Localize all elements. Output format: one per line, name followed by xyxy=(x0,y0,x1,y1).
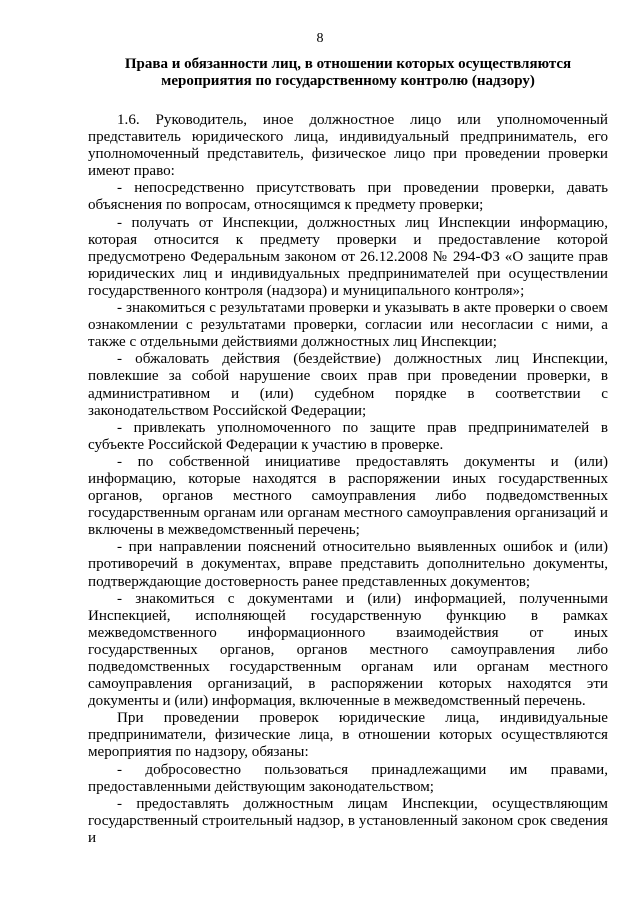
heading-line-2: мероприятия по государственному контролю (надзору) xyxy=(161,73,535,89)
list-item: - обжаловать действия (бездействие) должностных лиц Инспекции, повлекшие за собой нарушение своих прав при проведении проверки, в административном и (или) судебном порядке в соответствии с законодательством Российской Федерации; xyxy=(88,351,608,419)
list-item: - непосредственно присутствовать при проведении проверки, давать объяснения по вопросам, относящимся к предмету проверки; xyxy=(88,180,608,214)
section-heading xyxy=(88,56,608,90)
list-item: - знакомиться с результатами проверки и указывать в акте проверки о своем ознакомлении с результатами проверки, согласии или несогласии с ними, а также с отдельными действиями должностных лиц Инспекции; xyxy=(88,300,608,351)
obligations-intro: При проведении проверок юридические лица, индивидуальные предприниматели, физические лица, в отношении которых осуществляются мероприятия по надзору, обязаны: xyxy=(88,710,608,761)
page-number: 8 xyxy=(316,31,324,46)
list-item: - при направлении пояснений относительно выявленных ошибок и (или) противоречий в документах, вправе представить дополнительно документы, подтверждающие достоверность ранее представленных документов; xyxy=(88,539,608,590)
document-body xyxy=(88,112,608,847)
list-item: - получать от Инспекции, должностных лиц Инспекции информацию, которая относится к предмету проверки и предоставление которой предусмотрено Федеральным законом от 26.12.2008 № 294-ФЗ «О защите прав юридических лиц и индивидуальных предпринимателей при осуществлении государственного контроля (надзора) и муниципального контроля»; xyxy=(88,214,608,299)
list-item: - предоставлять должностным лицам Инспекции, осуществляющим государственный строительный надзор, в установленный законом срок сведения и xyxy=(88,795,608,846)
list-item: - добросовестно пользоваться принадлежащими им правами, предоставленными действующим законодательством; xyxy=(88,761,608,795)
list-item: - привлекать уполномоченного по защите прав предпринимателей в субъекте Российской Федерации к участию в проверке. xyxy=(88,419,608,453)
list-item: - знакомиться с документами и (или) информацией, полученными Инспекцией, исполняющей государственную функцию в рамках межведомственного информационного взаимодействия от иных государственных органов, органов местного самоуправления либо подведомственных государственным органам или органам местного самоуправления организаций, в распоряжении которых находятся эти документы и (или) информация, включенные в межведомственный перечень. xyxy=(88,590,608,710)
list-item: - по собственной инициативе предоставлять документы и (или) информацию, которые находятся в распоряжении иных государственных органов, органов местного самоуправления либо подведомственных государственным органам или органам местного самоуправления организаций и включены в межведомственный перечень; xyxy=(88,453,608,539)
heading-line-1: Права и обязанности лиц, в отношении которых осуществляются xyxy=(124,56,572,72)
paragraph-1-6: 1.6. Руководитель, иное должностное лицо или уполномоченный представитель юридического лица, индивидуальный предприниматель, его уполномоченный представитель, физическое лицо при проведении проверки имеют право: xyxy=(88,112,608,180)
